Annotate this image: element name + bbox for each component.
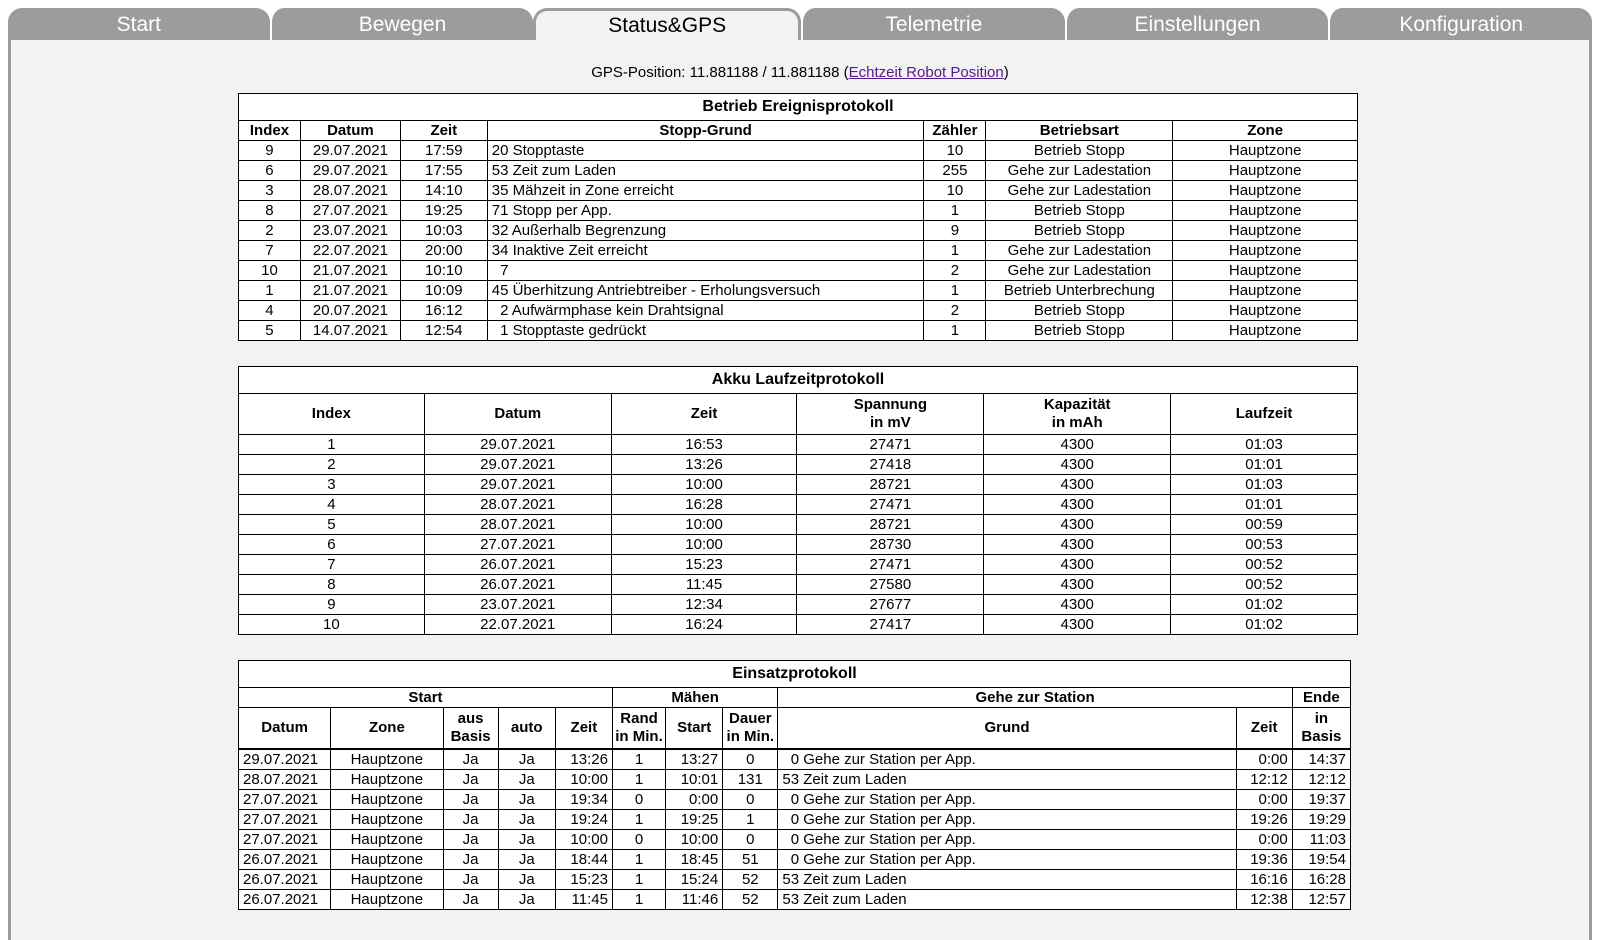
table-cell: Gehe zur Ladestation [986,181,1173,201]
table-cell: 1 [924,281,986,301]
table-cell: 4300 [984,435,1171,455]
table-cell: 10 [239,261,301,281]
table-cell: Hauptzone [1173,281,1358,301]
table-cell: 13:26 [611,455,797,475]
table-cell: Ja [498,749,555,770]
table-cell: 4300 [984,455,1171,475]
table-cell: 12:38 [1236,890,1292,910]
table-cell: 4300 [984,515,1171,535]
table-cell: 1 [239,435,425,455]
table-cell: 0 [723,749,778,770]
event-log-rows [239,141,1358,341]
table-cell: 16:28 [611,495,797,515]
table-row [239,790,1351,810]
table-cell: 4 [239,301,301,321]
table-cell: 20.07.2021 [300,301,400,321]
table-cell: Ja [443,810,498,830]
table-cell: 10:00 [555,830,612,850]
table-cell: 12:12 [1236,770,1292,790]
tab-einstellungen[interactable]: Einstellungen [1065,8,1329,40]
col-header: Grund [778,708,1236,750]
table-row [239,515,1358,535]
table-cell: 0 [723,790,778,810]
col-header: Dauer in Min. [723,708,778,750]
table-cell: 13:26 [555,749,612,770]
table-cell: 21.07.2021 [300,261,400,281]
table-row [239,535,1358,555]
table-cell: 00:52 [1171,575,1358,595]
table-cell: 12:34 [611,595,797,615]
table-cell: 27418 [797,455,984,475]
table-cell: 01:01 [1171,455,1358,475]
table-cell: 45 Überhitzung Antriebtreiber - Erholungsversuch [487,281,924,301]
table-cell: 52 [723,870,778,890]
col-header: Datum [239,708,331,750]
table-cell: 1 [924,321,986,341]
table-cell: 4300 [984,595,1171,615]
col-header: Datum [300,121,400,141]
table-cell: 4300 [984,495,1171,515]
table-cell: 26.07.2021 [239,850,331,870]
table-cell: 17:59 [400,141,487,161]
table-cell: 1 [239,281,301,301]
table-row [239,241,1358,261]
table-cell: 00:53 [1171,535,1358,555]
table-cell: Ja [443,770,498,790]
col-header: Rand in Min. [612,708,665,750]
table-cell: 1 [612,890,665,910]
table-cell: 16:16 [1236,870,1292,890]
table-cell: 4300 [984,575,1171,595]
table-cell: 28.07.2021 [424,495,611,515]
table-cell: 4300 [984,475,1171,495]
table-cell: 1 [612,770,665,790]
table-cell: 1 Stopptaste gedrückt [487,321,924,341]
table-cell: 10:03 [400,221,487,241]
table-cell: Hauptzone [331,870,443,890]
table-cell: Ja [443,850,498,870]
table-cell: Betrieb Stopp [986,141,1173,161]
table-cell: 0 Gehe zur Station per App. [778,749,1236,770]
mission-log-table [238,660,1351,910]
table-row [239,870,1351,890]
table-cell: 19:34 [555,790,612,810]
realtime-position-link[interactable]: Echtzeit Robot Position [848,64,1004,81]
table-cell: 00:59 [1171,515,1358,535]
table-cell: 0 [723,830,778,850]
table-cell: 53 Zeit zum Laden [778,870,1236,890]
table-cell: 0:00 [1236,790,1292,810]
table-cell: 10:00 [555,770,612,790]
table-cell: 27677 [797,595,984,615]
table-cell: 23.07.2021 [424,595,611,615]
table-cell: Betrieb Stopp [986,201,1173,221]
table-cell: Gehe zur Ladestation [986,241,1173,261]
table-cell: 28721 [797,475,984,495]
group-header-station: Gehe zur Station [778,688,1292,708]
table-cell: Betrieb Stopp [986,321,1173,341]
table-cell: 14.07.2021 [300,321,400,341]
table-cell: Hauptzone [331,830,443,850]
table-cell: Ja [443,870,498,890]
table-row [239,810,1351,830]
table-cell: Hauptzone [1173,301,1358,321]
table-cell: 16:28 [1292,870,1350,890]
table-row [239,555,1358,575]
table-cell: 29.07.2021 [424,475,611,495]
tab-status-gps[interactable]: Status&GPS [533,8,801,41]
table-cell: Hauptzone [331,890,443,910]
table-cell: 10:09 [400,281,487,301]
col-header: aus Basis [443,708,498,750]
table-cell: 16:24 [611,615,797,635]
col-header: Index [239,394,425,435]
col-header: Stopp-Grund [487,121,924,141]
table-cell: 19:54 [1292,850,1350,870]
table-cell: 14:10 [400,181,487,201]
table-row [239,321,1358,341]
table-cell: 131 [723,770,778,790]
gps-position [0,64,1600,81]
table-cell: Hauptzone [331,770,443,790]
table-cell: 28.07.2021 [424,515,611,535]
table-row [239,221,1358,241]
table-cell: 1 [924,201,986,221]
table-cell: 1 [612,850,665,870]
table-cell: 18:44 [555,850,612,870]
table-cell: 10:00 [611,515,797,535]
table-cell: 10 [239,615,425,635]
table-cell: 01:03 [1171,435,1358,455]
gps-position-text: GPS-Position: 11.881188 / 11.881188 ( [591,64,849,81]
table-cell: 255 [924,161,986,181]
table-cell: 27.07.2021 [300,201,400,221]
table-cell: 7 [239,555,425,575]
table-cell: 10:00 [611,475,797,495]
table-cell: 18:45 [666,850,723,870]
table-cell: 16:12 [400,301,487,321]
table-cell: 22.07.2021 [300,241,400,261]
table-cell: 10:10 [400,261,487,281]
col-header: Zone [331,708,443,750]
table-cell: 29.07.2021 [424,455,611,475]
table-cell: 6 [239,161,301,181]
table-cell: 19:37 [1292,790,1350,810]
table-cell: 34 Inaktive Zeit erreicht [487,241,924,261]
table-cell: 2 Aufwärmphase kein Drahtsignal [487,301,924,321]
table-cell: 52 [723,890,778,910]
table-cell: 20:00 [400,241,487,261]
table-cell: 4300 [984,535,1171,555]
table-cell: 9 [239,141,301,161]
table-cell: 22.07.2021 [424,615,611,635]
table-cell: Betrieb Stopp [986,221,1173,241]
table-row [239,575,1358,595]
table-cell: 20 Stopptaste [487,141,924,161]
table-cell: Hauptzone [1173,221,1358,241]
table-row [239,595,1358,615]
table-cell: Betrieb Unterbrechung [986,281,1173,301]
table-cell: Hauptzone [1173,141,1358,161]
table-cell: 26.07.2021 [239,870,331,890]
table-cell: Hauptzone [1173,241,1358,261]
table-cell: 10:00 [666,830,723,850]
table-cell: 9 [924,221,986,241]
table-cell: 12:57 [1292,890,1350,910]
col-header: Start [666,708,723,750]
table-cell: 27417 [797,615,984,635]
col-header: Kapazität in mAh [984,394,1171,435]
table-cell: 29.07.2021 [239,749,331,770]
table-cell: 16:53 [611,435,797,455]
table-cell: 29.07.2021 [300,161,400,181]
table-row [239,455,1358,475]
table-cell: Gehe zur Ladestation [986,161,1173,181]
table-cell: 27471 [797,435,984,455]
table-cell: Ja [443,830,498,850]
table-cell: 11:46 [666,890,723,910]
table-row [239,830,1351,850]
table-cell: Ja [498,890,555,910]
table-cell: 5 [239,515,425,535]
table-cell: 53 Zeit zum Laden [778,890,1236,910]
col-header: Zeit [400,121,487,141]
table-cell: 0:00 [666,790,723,810]
table-row [239,749,1351,770]
table-cell: 27.07.2021 [424,535,611,555]
table-cell: 11:45 [611,575,797,595]
table-cell: 1 [612,870,665,890]
table-cell: 2 [924,301,986,321]
table-cell: 10 [924,181,986,201]
table-cell: 27471 [797,555,984,575]
table-cell: Hauptzone [331,810,443,830]
table-cell: 10:00 [611,535,797,555]
table-cell: Hauptzone [331,850,443,870]
col-header: Zone [1173,121,1358,141]
col-header: auto [498,708,555,750]
table-cell: 19:29 [1292,810,1350,830]
table-cell: 4300 [984,615,1171,635]
table-cell: 28730 [797,535,984,555]
col-header: Spannung in mV [797,394,984,435]
table-cell: 0 Gehe zur Station per App. [778,850,1236,870]
table-row [239,141,1358,161]
table-cell: 21.07.2021 [300,281,400,301]
table-cell: 27.07.2021 [239,790,331,810]
table-cell: 7 [239,241,301,261]
table-cell: 29.07.2021 [424,435,611,455]
col-header: Index [239,121,301,141]
col-header: Zeit [1236,708,1292,750]
table-cell: 15:23 [555,870,612,890]
table-cell: 35 Mähzeit in Zone erreicht [487,181,924,201]
table-cell: 01:02 [1171,595,1358,615]
tab-start[interactable]: Start [8,8,270,40]
table-cell: 71 Stopp per App. [487,201,924,221]
table-cell: Ja [498,850,555,870]
table-cell: 19:24 [555,810,612,830]
table-cell: 00:52 [1171,555,1358,575]
table-cell: 1 [924,241,986,261]
table-row [239,850,1351,870]
battery-log-table [238,366,1358,635]
tab-bewegen[interactable]: Bewegen [270,8,534,40]
tab-konfiguration[interactable]: Konfiguration [1328,8,1592,40]
table-cell: 27471 [797,495,984,515]
table-cell: 9 [239,595,425,615]
table-cell: Betrieb Stopp [986,301,1173,321]
table-cell: 0 Gehe zur Station per App. [778,790,1236,810]
table-cell: 51 [723,850,778,870]
table-cell: 26.07.2021 [424,575,611,595]
table-cell: 11:45 [555,890,612,910]
event-log-table [238,93,1358,341]
table-cell: Hauptzone [1173,181,1358,201]
table-cell: 4300 [984,555,1171,575]
table-cell: 11:03 [1292,830,1350,850]
col-header: Datum [424,394,611,435]
table-cell: 28.07.2021 [239,770,331,790]
table-cell: 10:01 [666,770,723,790]
table-row [239,161,1358,181]
table-cell: 26.07.2021 [239,890,331,910]
table-cell: Ja [498,830,555,850]
table-cell: 0 [612,830,665,850]
table-cell: 53 Zeit zum Laden [778,770,1236,790]
table-cell: 53 Zeit zum Laden [487,161,924,181]
gps-suffix: ) [1003,64,1009,81]
table-row [239,301,1358,321]
table-row [239,495,1358,515]
table-cell: Hauptzone [1173,201,1358,221]
table-cell: Hauptzone [331,790,443,810]
table-cell: 19:36 [1236,850,1292,870]
table-cell: 29.07.2021 [300,141,400,161]
table-row [239,281,1358,301]
table-cell: 17:55 [400,161,487,181]
table-cell: 28721 [797,515,984,535]
table-row [239,475,1358,495]
table-row [239,770,1351,790]
table-cell: 0 Gehe zur Station per App. [778,830,1236,850]
table-cell: 12:12 [1292,770,1350,790]
table-cell: 5 [239,321,301,341]
group-header-ende: Ende [1292,688,1350,708]
table-cell: Ja [498,870,555,890]
table-row [239,261,1358,281]
table-cell: Gehe zur Ladestation [986,261,1173,281]
table-cell: 01:01 [1171,495,1358,515]
table-row [239,435,1358,455]
table-cell: 4 [239,495,425,515]
table-row [239,615,1358,635]
table-cell: 26.07.2021 [424,555,611,575]
table-cell: 19:25 [666,810,723,830]
table-cell: 14:37 [1292,749,1350,770]
table-cell: Ja [443,749,498,770]
event-log-title: Betrieb Ereignisprotokoll [239,94,1358,121]
table-cell: 13:27 [666,749,723,770]
table-cell: 6 [239,535,425,555]
table-cell: 7 [487,261,924,281]
table-cell: 0 Gehe zur Station per App. [778,810,1236,830]
group-header-start: Start [239,688,613,708]
table-cell: 8 [239,201,301,221]
table-cell: Ja [443,890,498,910]
table-cell: 0:00 [1236,830,1292,850]
table-cell: Ja [443,790,498,810]
table-cell: 28.07.2021 [300,181,400,201]
table-cell: 27.07.2021 [239,830,331,850]
table-cell: Ja [498,810,555,830]
battery-log-rows [239,435,1358,635]
table-cell: 15:23 [611,555,797,575]
tab-telemetrie[interactable]: Telemetrie [801,8,1065,40]
table-cell: 0 [612,790,665,810]
table-cell: Hauptzone [1173,161,1358,181]
table-cell: 19:25 [400,201,487,221]
table-cell: 10 [924,141,986,161]
table-cell: 1 [612,749,665,770]
col-header: Zeit [611,394,797,435]
table-cell: 2 [239,221,301,241]
group-header-maehen: Mähen [612,688,777,708]
table-cell: 3 [239,475,425,495]
col-header: Laufzeit [1171,394,1358,435]
table-cell: 19:26 [1236,810,1292,830]
table-cell: 23.07.2021 [300,221,400,241]
battery-log-title: Akku Laufzeitprotokoll [239,367,1358,394]
table-row [239,201,1358,221]
table-cell: 27580 [797,575,984,595]
mission-log-title: Einsatzprotokoll [239,661,1351,688]
table-cell: 1 [723,810,778,830]
table-cell: 2 [924,261,986,281]
col-header: Zähler [924,121,986,141]
table-cell: 27.07.2021 [239,810,331,830]
col-header: Betriebsart [986,121,1173,141]
table-cell: 3 [239,181,301,201]
table-cell: 2 [239,455,425,475]
table-cell: Ja [498,790,555,810]
table-cell: Hauptzone [331,749,443,770]
col-header: in Basis [1292,708,1350,750]
table-row [239,181,1358,201]
table-cell: 8 [239,575,425,595]
mission-log-rows [239,749,1351,910]
table-cell: 15:24 [666,870,723,890]
tab-bar [8,8,1592,40]
table-cell: 32 Außerhalb Begrenzung [487,221,924,241]
table-cell: 01:03 [1171,475,1358,495]
table-cell: 0:00 [1236,749,1292,770]
table-cell: 12:54 [400,321,487,341]
table-cell: Ja [498,770,555,790]
col-header: Zeit [555,708,612,750]
table-cell: 01:02 [1171,615,1358,635]
table-cell: Hauptzone [1173,321,1358,341]
table-cell: Hauptzone [1173,261,1358,281]
table-cell: 1 [612,810,665,830]
